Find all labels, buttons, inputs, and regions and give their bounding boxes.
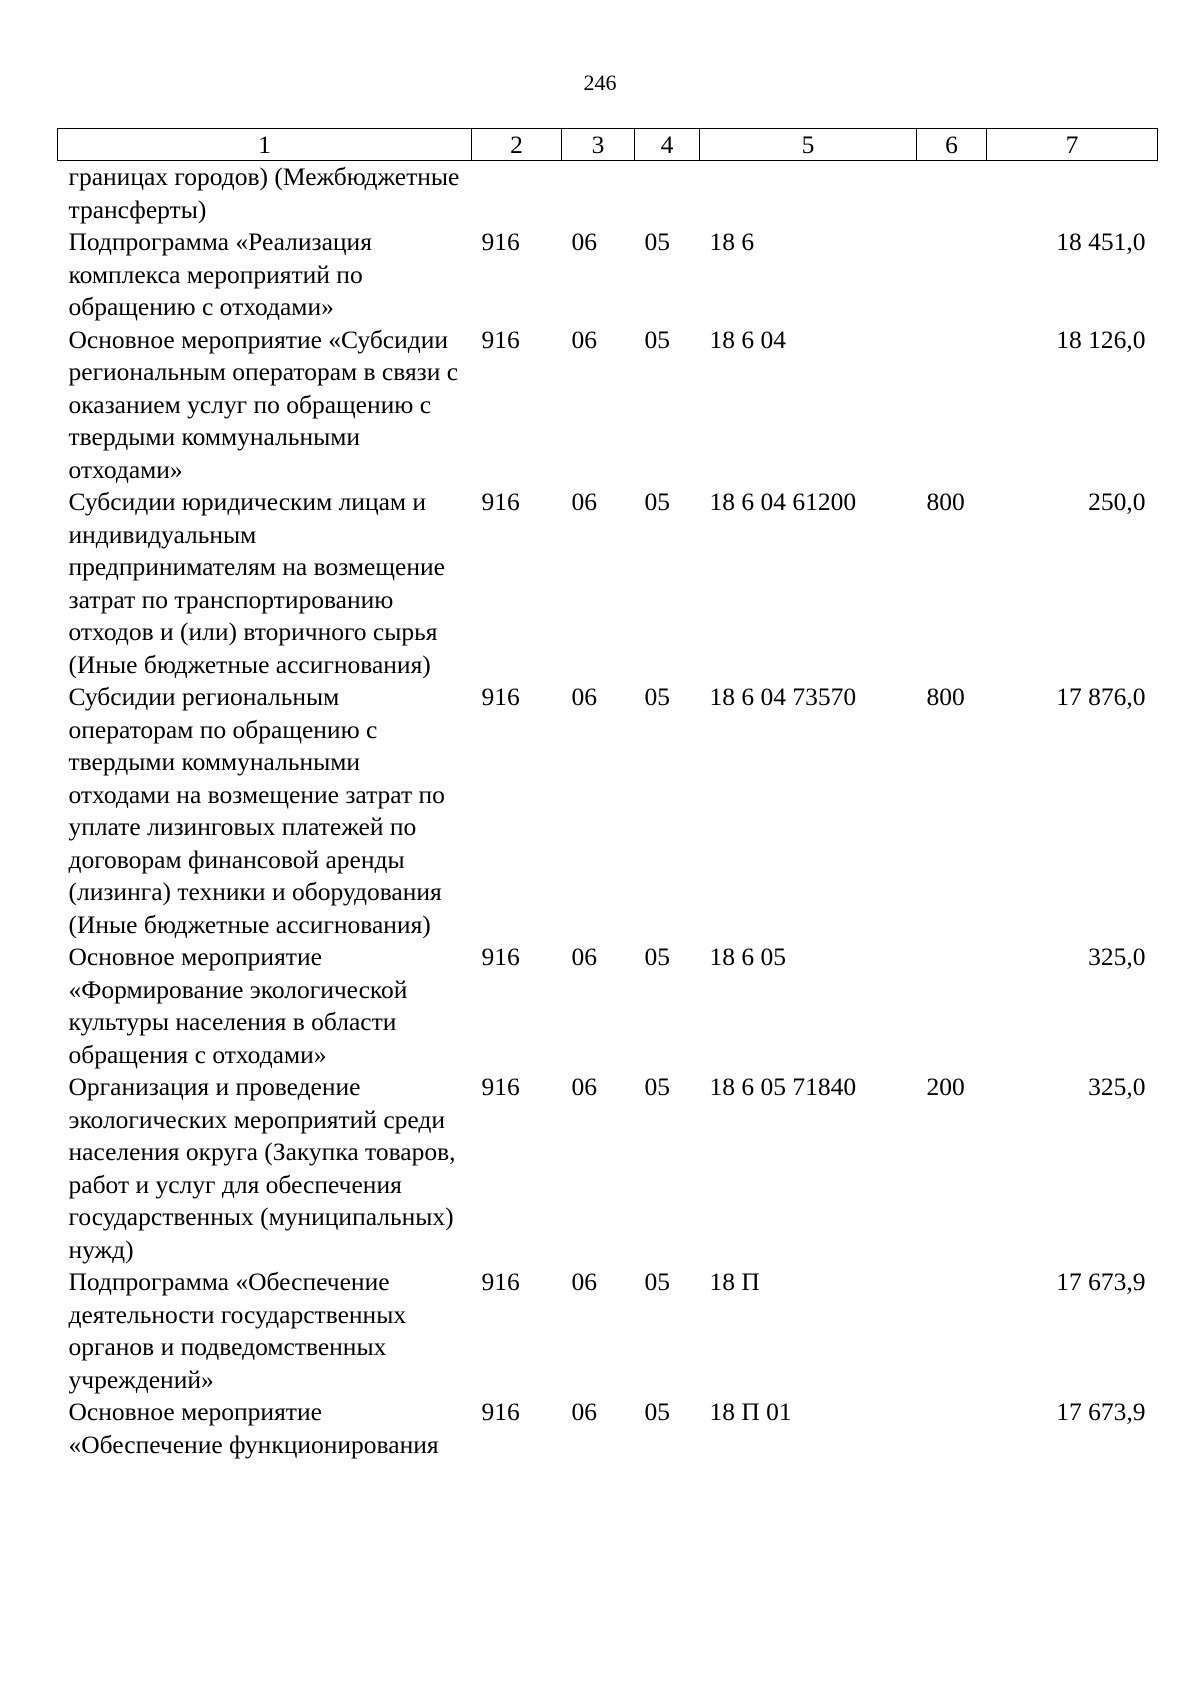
table-header-row	[58, 129, 1158, 161]
row-section: 06	[571, 324, 597, 354]
row-code	[472, 161, 562, 227]
table-row	[58, 1266, 1158, 1396]
row-expense-type	[917, 1396, 987, 1461]
row-amount: 250,0	[1088, 487, 1146, 516]
row-expense-type: 800	[926, 682, 965, 711]
column-header-7: 7	[987, 129, 1158, 161]
column-header-5: 5	[700, 129, 917, 161]
row-expense-type	[917, 941, 987, 1071]
row-section: 06	[571, 227, 597, 256]
row-target-article: 18 6 04	[709, 324, 786, 354]
row-expense-type	[917, 324, 987, 487]
row-subsection: 05	[644, 324, 670, 354]
table-row	[58, 161, 1158, 227]
row-code: 916	[481, 1267, 520, 1296]
row-subsection: 05	[644, 1072, 670, 1101]
row-section	[562, 161, 635, 227]
row-amount: 17 673,9	[1056, 1267, 1146, 1296]
row-code: 916	[481, 942, 520, 971]
row-subsection: 05	[644, 682, 670, 711]
row-subsection: 05	[644, 487, 670, 516]
row-expense-type	[917, 161, 987, 227]
page-number: 246	[583, 70, 617, 95]
row-section: 06	[571, 942, 597, 971]
row-amount: 18 451,0	[1056, 227, 1146, 256]
column-header-4: 4	[635, 129, 700, 161]
row-subsection	[635, 161, 700, 227]
row-section: 06	[571, 1267, 597, 1296]
row-expense-type	[917, 226, 987, 324]
row-name: Подпрограмма «Реализация комплекса мероприятий по обращению с отходами»	[68, 227, 372, 321]
table-row	[58, 486, 1158, 681]
row-name: границах городов) (Межбюджетные трансферты)	[68, 162, 460, 224]
row-code: 916	[481, 227, 520, 256]
row-amount: 18 126,0	[1056, 324, 1146, 354]
row-code: 916	[481, 487, 520, 516]
row-code: 916	[481, 324, 520, 354]
row-subsection: 05	[644, 1397, 670, 1426]
row-name: Подпрограмма «Обеспечение деятельности государственных органов и подведомственных учреждений»	[68, 1267, 407, 1394]
row-name: Основное мероприятие «Субсидии региональным операторам в связи с оказанием услуг по обращению с твердыми коммунальными отходами»	[68, 324, 459, 484]
row-target-article: 18 6 05	[709, 942, 786, 971]
row-subsection: 05	[644, 942, 670, 971]
row-target-article: 18 6 04 73570	[709, 682, 857, 711]
row-amount: 17 673,9	[1056, 1397, 1146, 1426]
row-expense-type	[917, 1266, 987, 1396]
row-section: 06	[571, 1397, 597, 1426]
row-section: 06	[571, 1072, 597, 1101]
row-name: Основное мероприятие «Формирование экологической культуры населения в области обращения с отходами»	[68, 942, 408, 1069]
row-section: 06	[571, 487, 597, 516]
table-row	[58, 681, 1158, 941]
row-code: 916	[481, 1397, 520, 1426]
row-target-article: 18 П 01	[709, 1397, 792, 1426]
row-code: 916	[481, 682, 520, 711]
row-name: Субсидии региональным операторам по обращению с твердыми коммунальными отходами на возмещение затрат по уплате лизинговых платежей по договорам финансовой аренды (лизинга) техники и оборудования (Иные бюджетные ассигнования)	[68, 682, 445, 939]
row-subsection: 05	[644, 1267, 670, 1296]
row-expense-type: 200	[926, 1072, 965, 1101]
row-code: 916	[481, 1072, 520, 1101]
row-section: 06	[571, 682, 597, 711]
row-target-article: 18 6	[709, 227, 755, 256]
row-name: Организация и проведение экологических мероприятий среди населения округа (Закупка товаров, работ и услуг для обеспечения государственных (муниципальных) нужд)	[68, 1072, 456, 1264]
row-name: Основное мероприятие «Обеспечение функционирования	[68, 1397, 439, 1459]
table-row	[58, 226, 1158, 324]
row-amount	[987, 161, 1158, 227]
row-target-article: 18 6 05 71840	[709, 1072, 857, 1101]
table-row	[58, 941, 1158, 1071]
row-target-article: 18 П	[709, 1267, 760, 1296]
row-target-article	[700, 161, 917, 227]
row-target-article: 18 6 04 61200	[709, 487, 857, 516]
column-header-1: 1	[58, 129, 472, 161]
column-header-2: 2	[472, 129, 562, 161]
table-row	[58, 324, 1158, 487]
column-header-6: 6	[917, 129, 987, 161]
row-amount: 17 876,0	[1056, 682, 1146, 711]
row-name: Субсидии юридическим лицам и индивидуальным предпринимателям на возмещение затрат по транспортированию отходов и (или) вторичного сырья (Иные бюджетные ассигнования)	[68, 487, 445, 679]
table-row	[58, 1396, 1158, 1461]
row-amount: 325,0	[1088, 942, 1146, 971]
column-header-3: 3	[562, 129, 635, 161]
budget-table	[57, 128, 1158, 1461]
row-expense-type: 800	[926, 487, 965, 516]
table-row	[58, 1071, 1158, 1266]
row-amount: 325,0	[1088, 1072, 1146, 1101]
row-subsection: 05	[644, 227, 670, 256]
